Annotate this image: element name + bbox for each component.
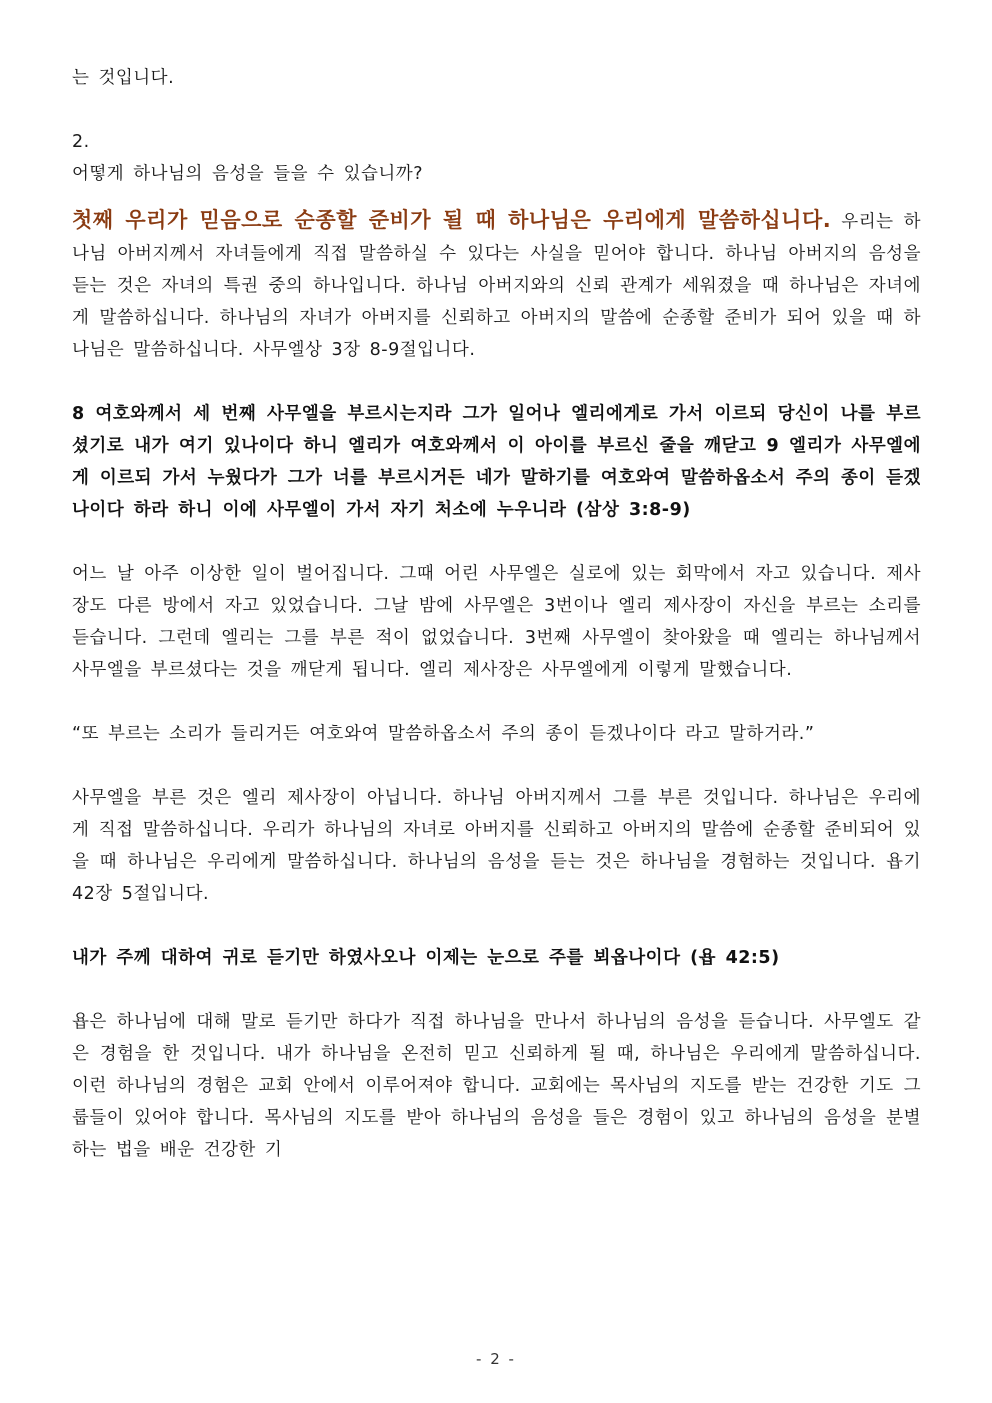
paragraph-god-speaks: 사무엘을 부른 것은 엘리 제사장이 아닙니다. 하나님 아버지께서 그를 부른 것입니다. 하나님은 우리에게 직접 말씀하십니다. 우리가 하나님의 자녀로 아버지를 신뢰하고 아버지의 말씀에 순종할 준비되어 있을 때 하나님은 우리에게 말씀하십니다. 하나님의 음성을 듣는 것은 하나님을 경험하는 것입니다. 욥기 42장 5절입니다. xyxy=(72,788,921,904)
page-number: - 2 - xyxy=(476,1350,516,1368)
section-number: 2. xyxy=(72,132,90,152)
spacer xyxy=(72,686,921,718)
paragraph-main-point xyxy=(72,204,921,366)
scripture-samuel: 8 여호와께서 세 번째 사무엘을 부르시는지라 그가 일어나 엘리에게로 가서 이르되 당신이 나를 부르셨기로 내가 여기 있나이다 하니 엘리가 여호와께서 이 아이를 부르신 줄을 깨닫고 9 엘리가 사무엘에게 이르되 가서 누웠다가 그가 너를 부르시거든 네가 말하기를 여호와여 말씀하옵소서 주의 종이 듣겠나이다 하라 하니 이에 사무엘이 가서 자기 처소에 누우니라 (삼상 3:8-9) xyxy=(72,404,921,520)
paragraph-job-experience: 욥은 하나님에 대해 말로 듣기만 하다가 직접 하나님을 만나서 하나님의 음성을 듣습니다. 사무엘도 같은 경험을 한 것입니다. 내가 하나님을 온전히 믿고 신뢰하게 될 때, 하나님은 우리에게 말씀하십니다. 이런 하나님의 경험은 교회 안에서 이루어져야 합니다. 교회에는 목사님의 지도를 받는 건강한 기도 그룹들이 있어야 합니다. 목사님의 지도를 받아 하나님의 음성을 들은 경험이 있고 하나님의 음성을 분별하는 법을 배운 건강한 기 xyxy=(72,1012,921,1160)
scripture-job: 내가 주께 대하여 귀로 듣기만 하였사오나 이제는 눈으로 주를 뵈옵나이다 (욥 42:5) xyxy=(72,948,780,968)
section-question: 어떻게 하나님의 음성을 들을 수 있습니까? xyxy=(72,164,423,184)
spacer xyxy=(72,526,921,558)
spacer xyxy=(72,366,921,398)
spacer xyxy=(72,910,921,942)
main-point-heading: 첫째 우리가 믿음으로 순종할 준비가 될 때 하나님은 우리에게 말씀하십니다. xyxy=(72,208,832,232)
quote-eli: “또 부르는 소리가 들리거든 여호와여 말씀하옵소서 주의 종이 듣겠나이다 라고 말하거라.” xyxy=(72,724,815,744)
spacer xyxy=(72,750,921,782)
spacer xyxy=(72,190,921,204)
paragraph-samuel-story: 어느 날 아주 이상한 일이 벌어집니다. 그때 어린 사무엘은 실로에 있는 회막에서 자고 있습니다. 제사장도 다른 방에서 자고 있었습니다. 그날 밤에 사무엘은 3번이나 엘리 제사장이 자신을 부르는 소리를 듣습니다. 그런데 엘리는 그를 부른 적이 없었습니다. 3번째 사무엘이 찾아왔을 때 엘리는 하나님께서 사무엘을 부르셨다는 것을 깨닫게 됩니다. 엘리 제사장은 사무엘에게 이렇게 말했습니다. xyxy=(72,564,921,680)
spacer xyxy=(72,974,921,1006)
main-point-body: 우리는 하나님 아버지께서 자녀들에게 직접 말씀하실 수 있다는 사실을 믿어야 합니다. 하나님 아버지의 음성을 듣는 것은 자녀의 특권 중의 하나입니다. 하나님 아버지와의 신뢰 관계가 세워졌을 때 하나님은 자녀에게 말씀하십니다. 하나님의 자녀가 아버지를 신뢰하고 아버지의 말씀에 순종할 준비가 되어 있을 때 하나님은 말씀하십니다. 사무엘상 3장 8-9절입니다. xyxy=(72,212,921,360)
paragraph-continuation: 는 것입니다. xyxy=(72,68,175,88)
spacer xyxy=(72,94,921,126)
document-body xyxy=(72,62,921,1166)
